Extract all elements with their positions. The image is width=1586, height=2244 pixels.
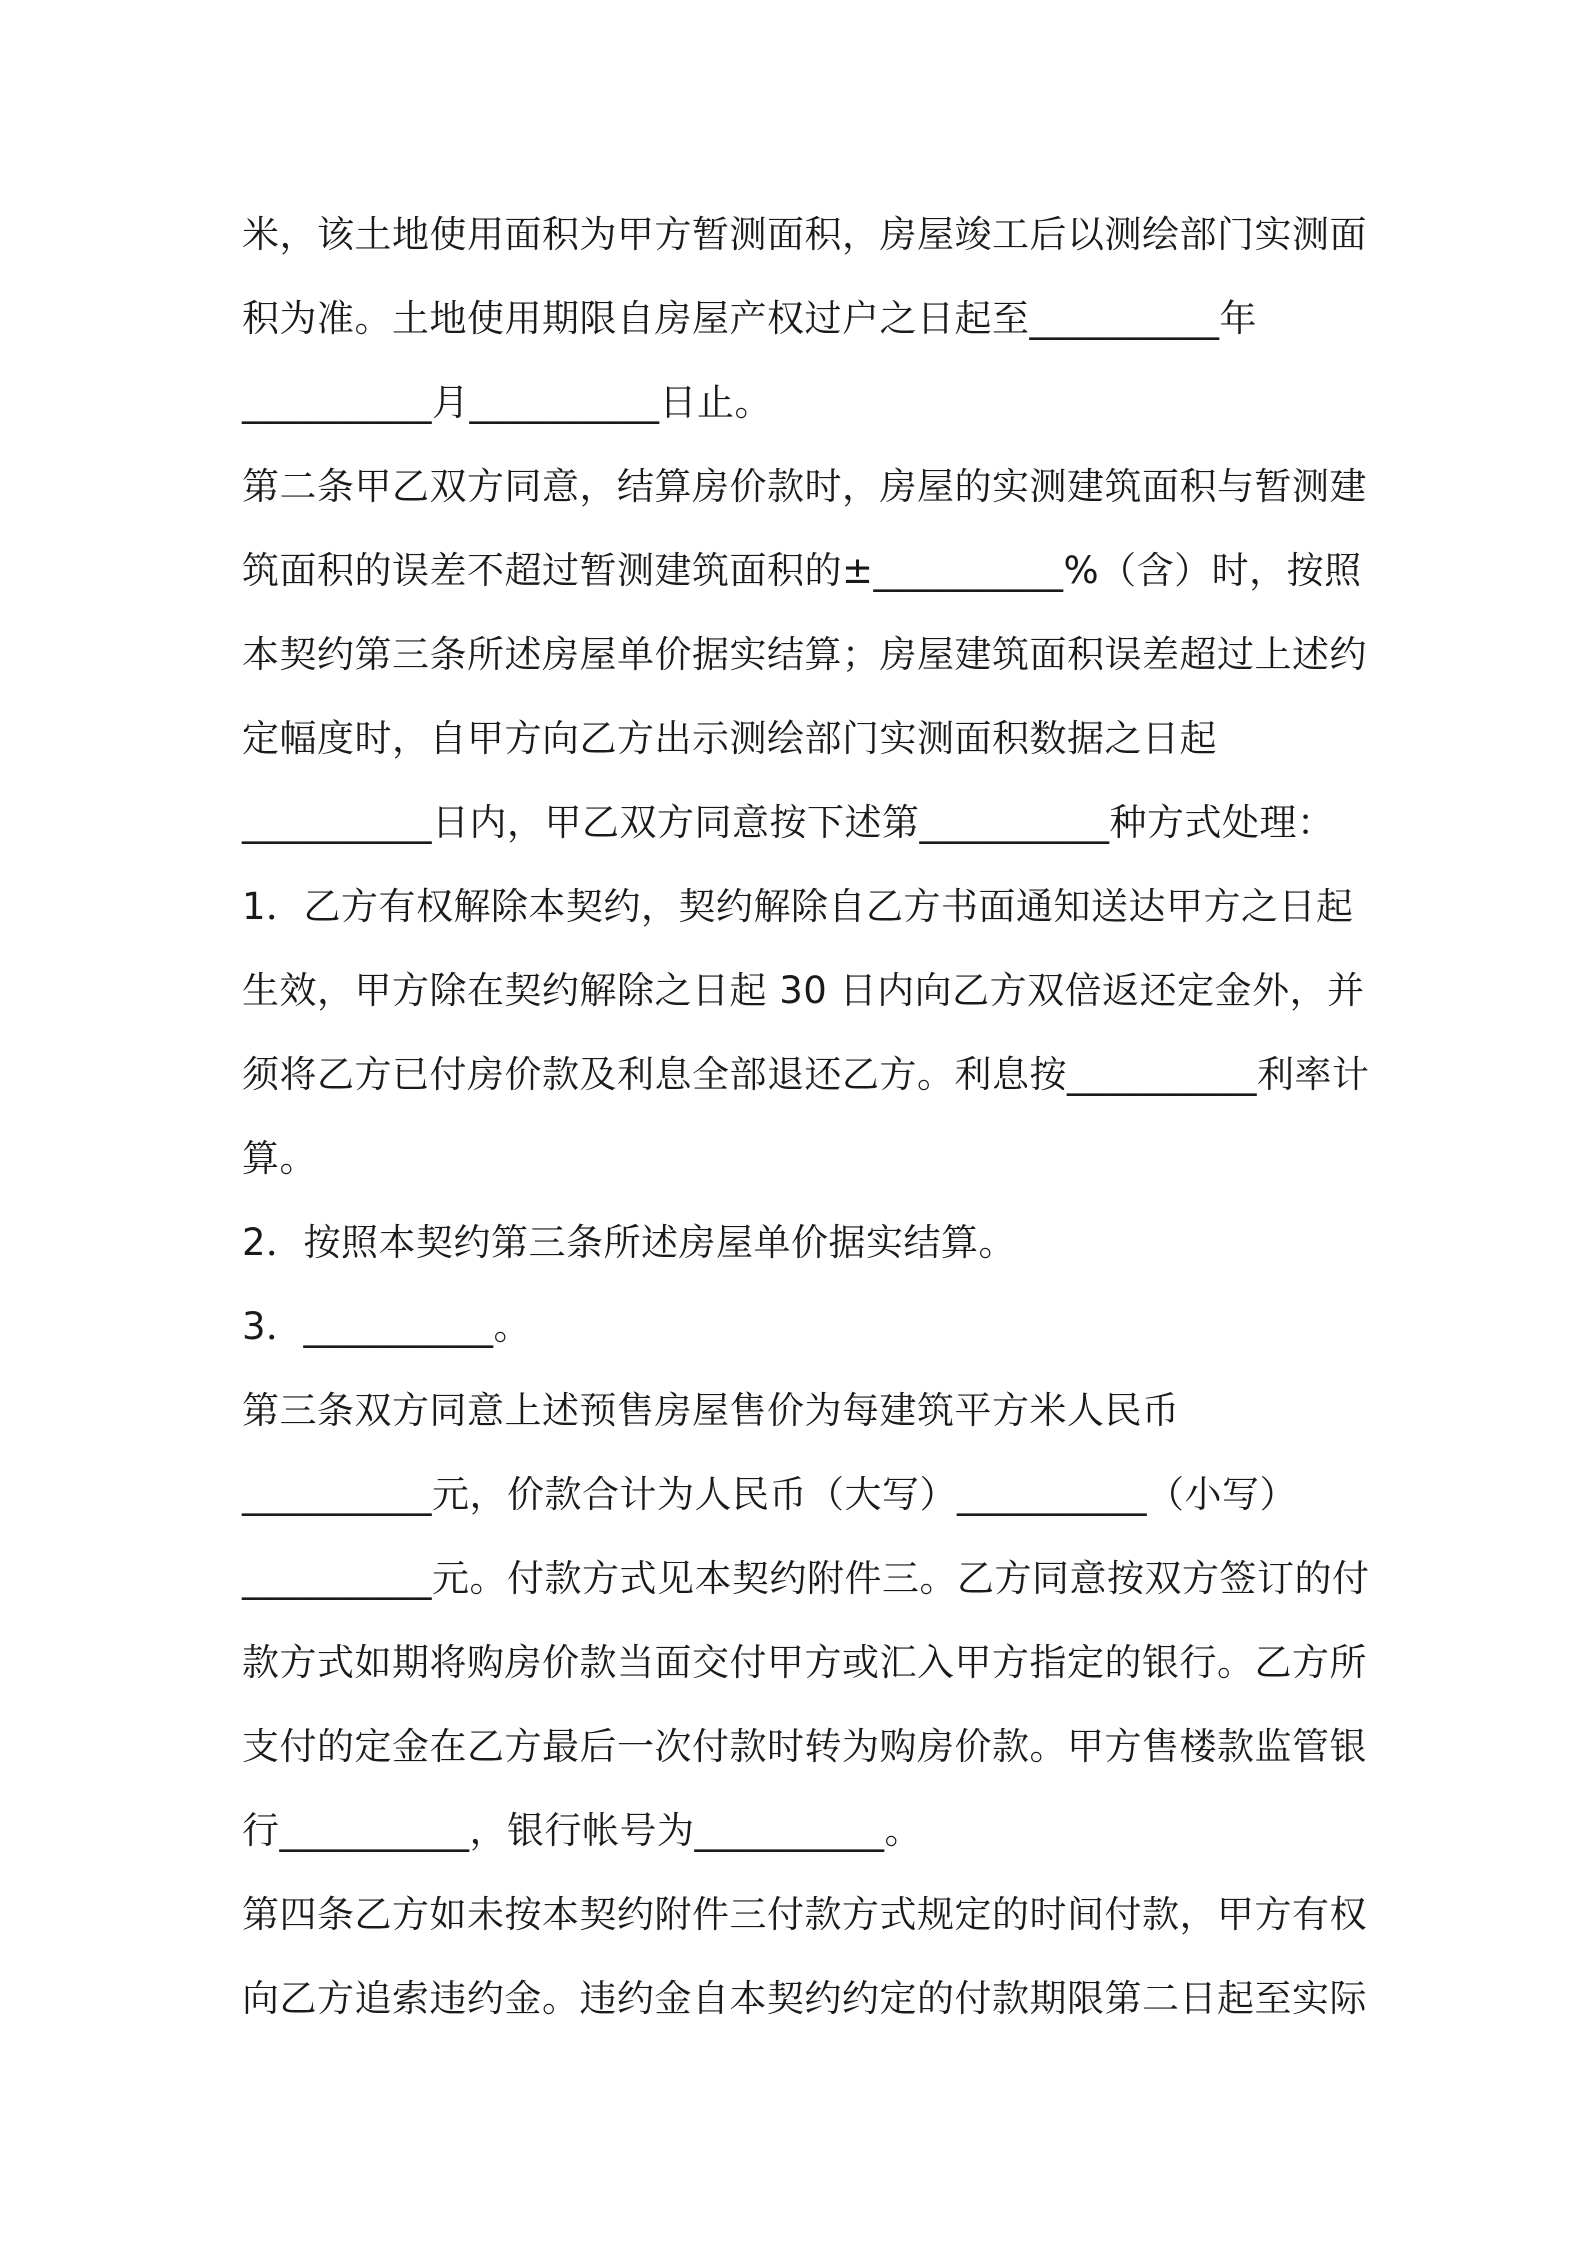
text-line: 生效，甲方除在契约解除之日起 30 日内向乙方双倍返还定金外，并 [242, 969, 1365, 1012]
text-line: __________日内，甲乙双方同意按下述第__________种方式处理： [242, 801, 1335, 844]
text-line: 第三条双方同意上述预售房屋售价为每建筑平方米人民币 [242, 1389, 1180, 1432]
text-line: 积为准。土地使用期限自房屋产权过户之日起至__________年 [242, 297, 1257, 340]
text-line: 第四条乙方如未按本契约附件三付款方式规定的时间付款，甲方有权 [242, 1893, 1367, 1936]
text-line: 定幅度时，自甲方向乙方出示测绘部门实测面积数据之日起 [242, 717, 1217, 760]
text-line: 筑面积的误差不超过暂测建筑面积的±__________%（含）时，按照 [242, 549, 1362, 592]
text-line: 支付的定金在乙方最后一次付款时转为购房价款。甲方售楼款监管银 [242, 1725, 1367, 1768]
text-line: __________元。付款方式见本契约附件三。乙方同意按双方签订的付 [242, 1557, 1370, 1600]
text-line: __________月__________日止。 [242, 381, 772, 424]
text-line: 第二条甲乙双方同意，结算房价款时，房屋的实测建筑面积与暂测建 [242, 465, 1367, 508]
text-line: 3．__________。 [242, 1305, 532, 1348]
contract-body-text [242, 193, 1370, 2041]
text-line: 须将乙方已付房价款及利息全部退还乙方。利息按__________利率计 [242, 1053, 1370, 1096]
text-line: 款方式如期将购房价款当面交付甲方或汇入甲方指定的银行。乙方所 [242, 1641, 1367, 1684]
text-line: 向乙方追索违约金。违约金自本契约约定的付款期限第二日起至实际 [242, 1977, 1367, 2020]
text-line: 本契约第三条所述房屋单价据实结算；房屋建筑面积误差超过上述约 [242, 633, 1367, 676]
text-line: 1．乙方有权解除本契约，契约解除自乙方书面通知送达甲方之日起 [242, 885, 1354, 928]
text-line: __________元，价款合计为人民币（大写）__________（小写） [242, 1473, 1297, 1516]
text-line: 算。 [242, 1137, 317, 1180]
text-line: 米，该土地使用面积为甲方暂测面积，房屋竣工后以测绘部门实测面 [242, 213, 1367, 256]
text-line: 行__________，银行帐号为__________。 [242, 1809, 922, 1852]
text-line: 2．按照本契约第三条所述房屋单价据实结算。 [242, 1221, 1017, 1264]
